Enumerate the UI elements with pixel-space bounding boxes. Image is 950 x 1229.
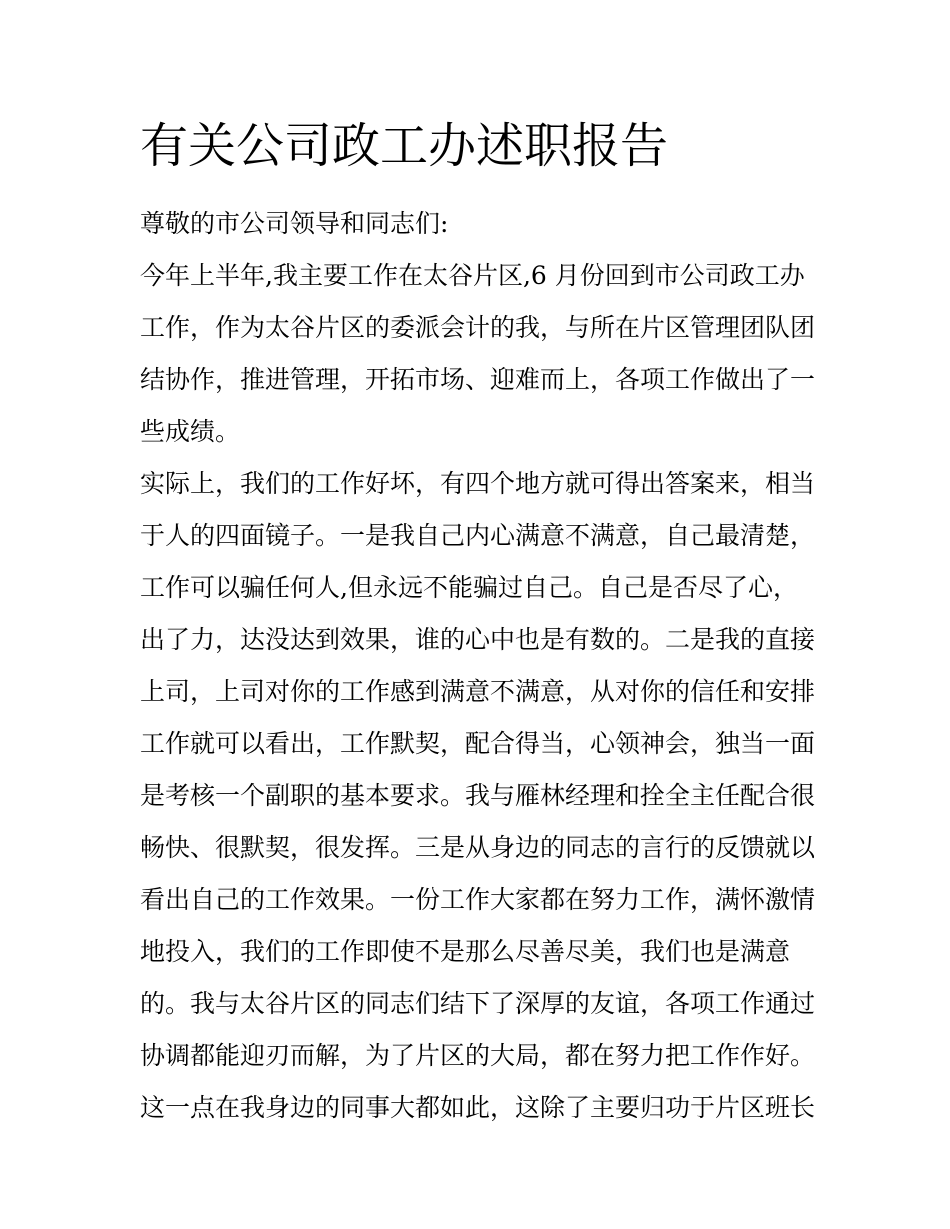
text-line: 出了力，达没达到效果，谁的心中也是有数的。二是我的直接 <box>140 625 816 654</box>
text-line: 于人的四面镜子。一是我自己内心满意不满意，自己最清楚， <box>140 521 816 550</box>
document-body <box>140 198 820 1134</box>
text-line: 上司，上司对你的工作感到满意不满意，从对你的信任和安排 <box>140 677 816 706</box>
text-line: 工作就可以看出，工作默契，配合得当，心领神会，独当一面 <box>140 729 816 758</box>
text-line: 今年上半年,我主要工作在太谷片区,6 月份回到市公司政工办 <box>140 261 805 290</box>
text-line: 实际上，我们的工作好坏，有四个地方就可得出答案来，相当 <box>140 469 816 498</box>
text-line: 些成绩。 <box>140 417 241 446</box>
text-line: 尊敬的市公司领导和同志们: <box>140 209 449 238</box>
text-line: 是考核一个副职的基本要求。我与雁林经理和拴全主任配合很 <box>140 781 816 810</box>
document-title: 有关公司政工办述职报告 <box>140 118 669 174</box>
text-line: 这一点在我身边的同事大都如此，这除了主要归功于片区班长 <box>140 1093 816 1122</box>
text-line: 工作，作为太谷片区的委派会计的我，与所在片区管理团队团 <box>140 313 816 342</box>
text-line: 结协作，推进管理，开拓市场、迎难而上，各项工作做出了一 <box>140 365 816 394</box>
text-line: 协调都能迎刃而解，为了片区的大局，都在努力把工作作好。 <box>140 1041 816 1070</box>
text-line: 看出自己的工作效果。一份工作大家都在努力工作，满怀激情 <box>140 885 816 914</box>
text-line: 的。我与太谷片区的同志们结下了深厚的友谊，各项工作通过 <box>140 989 816 1018</box>
text-line: 地投入，我们的工作即使不是那么尽善尽美，我们也是满意 <box>140 937 791 966</box>
text-line: 畅快、很默契，很发挥。三是从身边的同志的言行的反馈就以 <box>140 833 816 862</box>
text-line: 工作可以骗任何人,但永远不能骗过自己。自己是否尽了心， <box>140 573 798 602</box>
